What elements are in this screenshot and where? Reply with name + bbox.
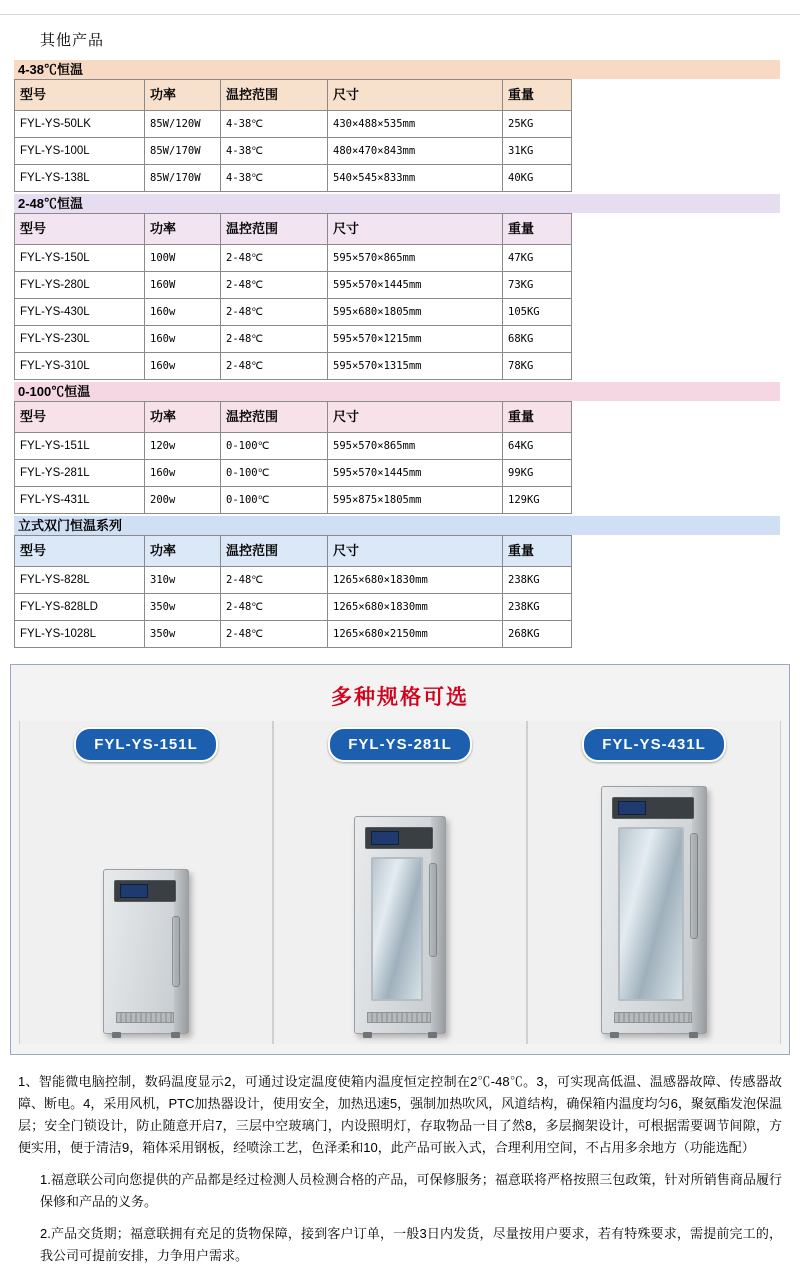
column-header: 型号 xyxy=(15,536,145,567)
table-cell: 25KG xyxy=(503,111,572,138)
gallery-title: 多种规格可选 xyxy=(331,686,469,709)
table-cell: 2-48℃ xyxy=(221,594,328,621)
table-cell: 100W xyxy=(145,245,221,272)
cell-model: FYL-YS-828L xyxy=(15,567,145,594)
table-row xyxy=(15,487,572,514)
table-row xyxy=(15,111,572,138)
cabinet-foot xyxy=(363,1032,372,1038)
column-header: 尺寸 xyxy=(328,402,503,433)
cell-model: FYL-YS-50LK xyxy=(15,111,145,138)
table-cell: 105KG xyxy=(503,299,572,326)
column-header: 尺寸 xyxy=(328,214,503,245)
table-cell: 160W xyxy=(145,272,221,299)
table-cell: 73KG xyxy=(503,272,572,299)
table-cell: 595×680×1805mm xyxy=(328,299,503,326)
table-cell: 1265×680×2150mm xyxy=(328,621,503,648)
column-header: 温控范围 xyxy=(221,214,328,245)
column-header: 尺寸 xyxy=(328,80,503,111)
glass-door-window xyxy=(371,857,423,1001)
table-cell: 99KG xyxy=(503,460,572,487)
cabinet-foot xyxy=(112,1032,121,1038)
table-cell: 160w xyxy=(145,299,221,326)
table-cell: 2-48℃ xyxy=(221,299,328,326)
table-cell: 4-38℃ xyxy=(221,138,328,165)
table-cell: 595×570×1445mm xyxy=(328,272,503,299)
description-block xyxy=(0,1061,800,1267)
table-cell: 85W/170W xyxy=(145,165,221,192)
product-image xyxy=(528,762,780,1034)
glass-door-window xyxy=(618,827,684,1001)
table-header-row xyxy=(15,402,572,433)
spec-table xyxy=(14,535,572,648)
incubator-cabinet-illustration xyxy=(354,816,446,1034)
table-row xyxy=(15,299,572,326)
incubator-cabinet-illustration xyxy=(103,869,189,1034)
column-header: 重量 xyxy=(503,80,572,111)
table-cell: 4-38℃ xyxy=(221,165,328,192)
column-header: 温控范围 xyxy=(221,536,328,567)
table-cell: 160w xyxy=(145,353,221,380)
table-cell: 1265×680×1830mm xyxy=(328,567,503,594)
table-row xyxy=(15,567,572,594)
table-cell: 350w xyxy=(145,594,221,621)
table-cell: 540×545×833mm xyxy=(328,165,503,192)
model-badge: FYL-YS-281L xyxy=(328,727,472,762)
spec-table-caption: 2-48℃恒温 xyxy=(14,194,780,213)
cabinet-foot xyxy=(689,1032,698,1038)
table-cell: 2-48℃ xyxy=(221,245,328,272)
spec-table-group xyxy=(14,60,780,192)
page-top-divider xyxy=(0,0,800,15)
table-cell: 595×570×1215mm xyxy=(328,326,503,353)
column-header: 重量 xyxy=(503,536,572,567)
table-cell: 480×470×843mm xyxy=(328,138,503,165)
table-cell: 200w xyxy=(145,487,221,514)
model-badge: FYL-YS-431L xyxy=(582,727,726,762)
cabinet-foot xyxy=(171,1032,180,1038)
column-header: 重量 xyxy=(503,402,572,433)
description-paragraph-1: 1、智能微电脑控制，数码温度显示2，可通过设定温度使箱内温度恒定控制在2℃-48℃。3，可实现高低温、温感器故障、传感器故障、断电。4，采用风机，PTC加热器设计，使用安全，加热迅速5，强制加热吹风，风道结构，确保箱内温度均匀6，聚氨酯发泡保温层；安全门锁设计，防止随意开启7，三层中空玻璃门，内设照明灯，存取物品一目了然8，多层搁架设计，可根据需要调节间隙，方便实用，便于清洁9，箱体采用钢板，经喷涂工艺，色泽柔和10，此产品可嵌入式，合理利用空间，不占用多余地方（功能选配） xyxy=(18,1074,782,1155)
vent-grille xyxy=(116,1012,174,1023)
table-cell: 68KG xyxy=(503,326,572,353)
table-cell: 595×875×1805mm xyxy=(328,487,503,514)
spec-table-caption: 0-100℃恒温 xyxy=(14,382,780,401)
table-cell: 595×570×865mm xyxy=(328,245,503,272)
cabinet-side-shading xyxy=(174,870,188,1033)
table-cell: 31KG xyxy=(503,138,572,165)
table-cell: 2-48℃ xyxy=(221,567,328,594)
table-cell: 4-38℃ xyxy=(221,111,328,138)
column-header: 功率 xyxy=(145,214,221,245)
cell-model: FYL-YS-310L xyxy=(15,353,145,380)
product-image xyxy=(20,762,272,1034)
table-row xyxy=(15,326,572,353)
vent-grille xyxy=(367,1012,431,1023)
cell-model: FYL-YS-100L xyxy=(15,138,145,165)
table-cell: 120w xyxy=(145,433,221,460)
column-header: 型号 xyxy=(15,80,145,111)
table-row xyxy=(15,245,572,272)
table-row xyxy=(15,165,572,192)
cell-model: FYL-YS-431L xyxy=(15,487,145,514)
spec-tables-container xyxy=(0,60,800,648)
spec-table-caption: 4-38℃恒温 xyxy=(14,60,780,79)
table-cell: 160w xyxy=(145,326,221,353)
table-cell: 2-48℃ xyxy=(221,326,328,353)
cabinet-side-shading xyxy=(431,817,445,1033)
gallery-item xyxy=(273,721,527,1044)
table-row xyxy=(15,433,572,460)
page-title: 其他产品 xyxy=(40,32,105,49)
spec-table xyxy=(14,401,572,514)
table-cell: 0-100℃ xyxy=(221,433,328,460)
spec-table-caption: 立式双门恒温系列 xyxy=(14,516,780,535)
cell-model: FYL-YS-230L xyxy=(15,326,145,353)
table-cell: 238KG xyxy=(503,594,572,621)
table-cell: 595×570×1315mm xyxy=(328,353,503,380)
table-row xyxy=(15,272,572,299)
table-row xyxy=(15,594,572,621)
column-header: 温控范围 xyxy=(221,402,328,433)
table-cell: 2-48℃ xyxy=(221,621,328,648)
column-header: 温控范围 xyxy=(221,80,328,111)
table-row xyxy=(15,460,572,487)
table-cell: 1265×680×1830mm xyxy=(328,594,503,621)
cell-model: FYL-YS-151L xyxy=(15,433,145,460)
description-paragraph-2: 1.福意联公司向您提供的产品都是经过检测人员检测合格的产品，可保修服务；福意联将严格按照三包政策，针对所销售商品履行保修和产品的义务。 xyxy=(40,1172,782,1209)
spec-table-group xyxy=(14,382,780,514)
table-cell: 0-100℃ xyxy=(221,460,328,487)
cell-model: FYL-YS-1028L xyxy=(15,621,145,648)
cell-model: FYL-YS-430L xyxy=(15,299,145,326)
table-header-row xyxy=(15,80,572,111)
column-header: 型号 xyxy=(15,402,145,433)
column-header: 型号 xyxy=(15,214,145,245)
cabinet-side-shading xyxy=(692,787,706,1033)
cell-model: FYL-YS-138L xyxy=(15,165,145,192)
spec-table xyxy=(14,213,572,380)
spec-table xyxy=(14,79,572,192)
table-cell: 85W/120W xyxy=(145,111,221,138)
cabinet-foot xyxy=(610,1032,619,1038)
table-cell: 595×570×865mm xyxy=(328,433,503,460)
column-header: 功率 xyxy=(145,402,221,433)
cell-model: FYL-YS-828LD xyxy=(15,594,145,621)
table-cell: 2-48℃ xyxy=(221,272,328,299)
column-header: 尺寸 xyxy=(328,536,503,567)
column-header: 重量 xyxy=(503,214,572,245)
gallery-item xyxy=(527,721,781,1044)
digital-display xyxy=(371,831,399,845)
gallery-item xyxy=(19,721,273,1044)
product-image xyxy=(274,762,526,1034)
spec-table-group xyxy=(14,194,780,380)
table-cell: 160w xyxy=(145,460,221,487)
digital-display xyxy=(618,801,646,815)
table-row xyxy=(15,138,572,165)
spec-table-group xyxy=(14,516,780,648)
vent-grille xyxy=(614,1012,692,1023)
incubator-cabinet-illustration xyxy=(601,786,707,1034)
table-header-row xyxy=(15,214,572,245)
table-cell: 350w xyxy=(145,621,221,648)
table-cell: 595×570×1445mm xyxy=(328,460,503,487)
table-row xyxy=(15,353,572,380)
table-cell: 268KG xyxy=(503,621,572,648)
digital-display xyxy=(120,884,148,898)
column-header: 功率 xyxy=(145,536,221,567)
table-row xyxy=(15,621,572,648)
table-cell: 64KG xyxy=(503,433,572,460)
cabinet-foot xyxy=(428,1032,437,1038)
gallery-panel xyxy=(10,664,790,1055)
cell-model: FYL-YS-280L xyxy=(15,272,145,299)
table-cell: 129KG xyxy=(503,487,572,514)
table-cell: 47KG xyxy=(503,245,572,272)
table-cell: 2-48℃ xyxy=(221,353,328,380)
table-cell: 78KG xyxy=(503,353,572,380)
table-cell: 0-100℃ xyxy=(221,487,328,514)
table-cell: 40KG xyxy=(503,165,572,192)
model-badge: FYL-YS-151L xyxy=(74,727,218,762)
gallery-units xyxy=(19,721,781,1044)
table-cell: 310w xyxy=(145,567,221,594)
column-header: 功率 xyxy=(145,80,221,111)
cell-model: FYL-YS-281L xyxy=(15,460,145,487)
table-cell: 430×488×535mm xyxy=(328,111,503,138)
table-cell: 238KG xyxy=(503,567,572,594)
table-cell: 85W/170W xyxy=(145,138,221,165)
description-paragraph-3: 2.产品交货期；福意联拥有充足的货物保障，接到客户订单，一般3日内发货，尽量按用户要求，若有特殊要求，需提前完工的，我公司可提前安排，力争用户需求。 xyxy=(40,1226,782,1263)
cell-model: FYL-YS-150L xyxy=(15,245,145,272)
table-header-row xyxy=(15,536,572,567)
